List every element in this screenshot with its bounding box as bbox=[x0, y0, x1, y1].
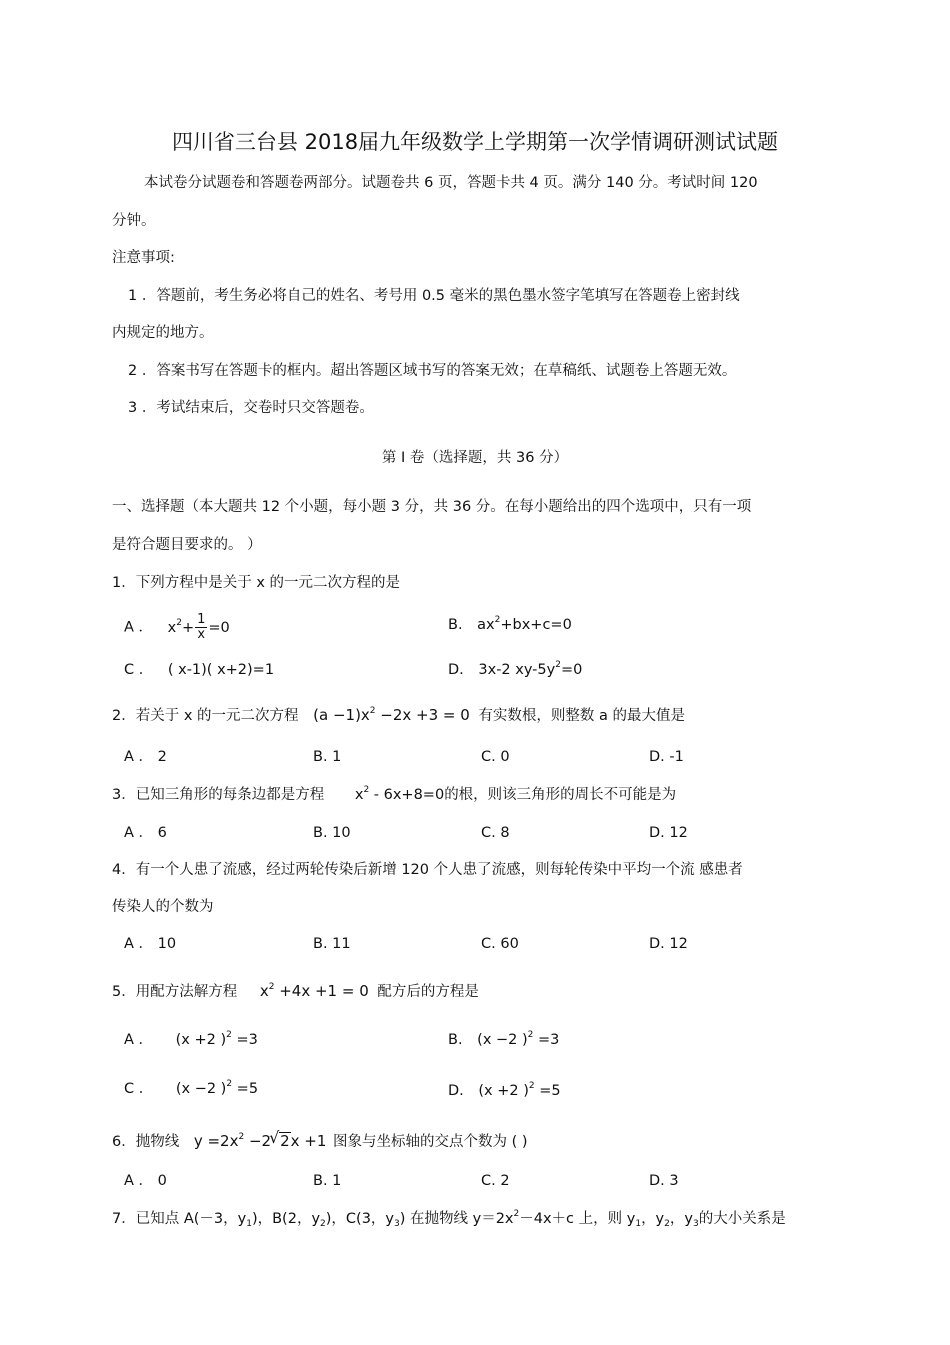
q4-option-a: A ． 10 bbox=[124, 936, 177, 952]
q2-equation bbox=[313, 706, 470, 724]
math-fragment: 图象与坐标轴的交点个数为 ( ) bbox=[333, 1134, 528, 1150]
q1-stem: 1．下列方程中是关于 x 的一元二次方程的是 bbox=[112, 575, 401, 591]
q1-option-c bbox=[124, 660, 274, 680]
q1-option-d bbox=[448, 660, 582, 680]
math-fragment: 的根，则该三角形的周长不可能是为 bbox=[444, 787, 677, 803]
math-fragment: 2 bbox=[363, 785, 370, 795]
math-fragment: x +1 bbox=[290, 1132, 327, 1150]
math-fragment: =3 bbox=[231, 1032, 258, 1048]
math-fragment: B. bbox=[448, 1032, 463, 1048]
q4-option-c: C. 60 bbox=[481, 936, 519, 952]
math-fragment: 5．用配方法解方程 bbox=[112, 984, 238, 1000]
section1-line-1: 一、选择题（本大题共 12 个小题，每小题 3 分，共 36 分。在每小题给出的四个选项中，只有一项 bbox=[112, 499, 752, 515]
q3-option-b: B. 10 bbox=[313, 825, 351, 841]
math-fragment: 3 bbox=[394, 1219, 400, 1229]
intro-line-1: 本试卷分试题卷和答题卷两部分。试题卷共 6 页，答题卡共 4 页。满分 140 分。考试时间 120 bbox=[144, 175, 758, 191]
math-fragment: 2 bbox=[528, 1081, 535, 1091]
q1-a-eq bbox=[167, 612, 230, 642]
q3-option-a: A ． 6 bbox=[124, 825, 167, 841]
math-fragment: 6．抛物线 bbox=[112, 1134, 180, 1150]
math-expression bbox=[478, 1083, 560, 1099]
math-fragment: 1 bbox=[246, 1219, 252, 1229]
math-fragment: y =2x bbox=[193, 1132, 239, 1150]
math-fragment: +bx+c=0 bbox=[500, 617, 572, 633]
math-expression bbox=[477, 617, 572, 633]
math-expression bbox=[195, 613, 207, 642]
math-fragment: x bbox=[197, 627, 206, 642]
math-fragment: )，C(3，y bbox=[325, 1211, 395, 1227]
q4-line-2: 传染人的个数为 bbox=[112, 899, 214, 915]
math-fragment: 2 bbox=[238, 1132, 245, 1142]
math-fragment: 2 bbox=[369, 706, 376, 716]
math-fragment: (x −2 ) bbox=[175, 1081, 227, 1097]
math-fragment: 2 bbox=[664, 1219, 670, 1229]
math-fragment: 1 bbox=[635, 1219, 642, 1229]
part1-heading: 第 I 卷（选择题，共 36 分） bbox=[381, 450, 569, 466]
q6-option-b: B. 1 bbox=[313, 1173, 342, 1189]
q6-option-c: C. 2 bbox=[481, 1173, 510, 1189]
math-fragment: x bbox=[354, 787, 364, 803]
math-fragment: 1 bbox=[197, 612, 206, 627]
math-fragment: x bbox=[167, 619, 177, 636]
math-fragment: 3x-2 xy-5y bbox=[478, 662, 556, 678]
q4-option-d: D. 12 bbox=[649, 936, 688, 952]
math-fragment: 2 bbox=[226, 1030, 232, 1040]
q5-stem bbox=[112, 981, 479, 1002]
q6-option-a: A ． 0 bbox=[124, 1173, 167, 1189]
math-fragment: (x +2 ) bbox=[478, 1083, 529, 1099]
math-fragment: 2 bbox=[268, 982, 275, 992]
q5-equation bbox=[260, 982, 369, 1000]
math-fragment: 2 bbox=[494, 615, 501, 625]
notice-heading: 注意事项: bbox=[112, 250, 175, 266]
q3-option-c: C. 8 bbox=[481, 825, 510, 841]
math-fragment: 的大小关系是 bbox=[698, 1211, 786, 1227]
q2-option-d: D. -1 bbox=[649, 749, 684, 765]
math-fragment: (a −1)x bbox=[313, 706, 370, 724]
q2-option-a: A ． 2 bbox=[124, 749, 167, 765]
math-fragment: 2 bbox=[527, 1030, 534, 1040]
math-fragment: ax bbox=[477, 617, 495, 633]
math-fragment: ) 在抛物线 y＝2x bbox=[399, 1211, 514, 1227]
q1-a-label: A ． bbox=[124, 619, 154, 636]
math-fragment: 7．已知点 A(－3，y bbox=[112, 1211, 247, 1227]
math-fragment: x bbox=[259, 982, 269, 1000]
intro-line-2: 分钟。 bbox=[112, 213, 156, 229]
math-fragment: C ． bbox=[124, 662, 154, 678]
math-fragment: 有实数根，则整数 a 的最大值是 bbox=[478, 708, 686, 724]
math-fragment: D. bbox=[448, 662, 464, 678]
q1-option-b bbox=[448, 615, 572, 635]
math-fragment: D. bbox=[448, 1083, 464, 1099]
section1-line-2: 是符合题目要求的。 ） bbox=[112, 537, 262, 553]
math-fragment: + bbox=[181, 619, 195, 636]
math-fragment: ，y bbox=[641, 1211, 665, 1227]
q6-equation bbox=[194, 1132, 327, 1150]
math-fragment: =5 bbox=[232, 1081, 259, 1097]
math-fragment: 2 bbox=[513, 1209, 520, 1219]
math-fragment: - 6x+8=0 bbox=[369, 787, 445, 803]
math-fragment: 3 bbox=[692, 1219, 699, 1229]
q7-stem bbox=[112, 1209, 786, 1229]
math-fragment: 2 bbox=[555, 660, 561, 670]
q5-option-d bbox=[448, 1081, 561, 1101]
math-fragment: A ． bbox=[124, 1032, 154, 1048]
q2-option-c: C. 0 bbox=[481, 749, 510, 765]
q3-equation bbox=[355, 787, 444, 803]
math-fragment: (x +2 ) bbox=[175, 1032, 227, 1048]
q4-line-1: 4．有一个人患了流感，经过两轮传染后新增 120 个人患了流感，则每轮传染中平均一个流 感患者 bbox=[112, 862, 743, 878]
math-fragment: ( x-1)( x+2)=1 bbox=[167, 662, 275, 678]
q3-stem bbox=[112, 785, 676, 805]
math-fragment: 2 bbox=[176, 617, 182, 628]
notice-item-3: 3 ．考试结束后，交卷时只交答题卷。 bbox=[128, 400, 374, 416]
math-fragment: C ． bbox=[124, 1081, 154, 1097]
q3-option-d: D. 12 bbox=[649, 825, 688, 841]
math-fragment: −2x +3 = 0 bbox=[375, 706, 470, 724]
math-fragment: 2 bbox=[320, 1219, 326, 1229]
q5-option-b bbox=[448, 1030, 559, 1050]
math-fragment: (x −2 ) bbox=[477, 1032, 528, 1048]
math-fragment: )，B(2，y bbox=[251, 1211, 321, 1227]
q2-stem bbox=[112, 705, 685, 726]
math-fragment: =5 bbox=[534, 1083, 561, 1099]
notice-item-1-cont: 内规定的地方。 bbox=[112, 325, 214, 341]
math-expression bbox=[176, 1032, 258, 1048]
math-fragment: −2 bbox=[244, 1132, 272, 1150]
math-expression bbox=[477, 1032, 559, 1048]
page-title: 四川省三台县 2018届九年级数学上学期第一次学情调研测试试题 bbox=[171, 130, 779, 154]
math-fragment: =0 bbox=[208, 619, 230, 636]
q1-option-a bbox=[124, 613, 230, 642]
q4-option-b: B. 11 bbox=[313, 936, 351, 952]
math-fragment: －4x＋c 上，则 y bbox=[519, 1211, 636, 1227]
math-fragment: 2 bbox=[226, 1079, 233, 1089]
notice-item-1: 1 ．答题前，考生务必将自己的姓名、考号用 0.5 毫米的黑色墨水签字笔填写在答题卷上密封线 bbox=[128, 288, 740, 304]
math-expression bbox=[176, 1081, 258, 1097]
q5-option-c bbox=[124, 1079, 258, 1099]
math-fragment: =0 bbox=[560, 662, 583, 678]
math-fragment: B. bbox=[448, 617, 463, 633]
math-fragment: ，y bbox=[669, 1211, 693, 1227]
math-fragment: =3 bbox=[533, 1032, 560, 1048]
q6-stem bbox=[112, 1131, 528, 1152]
math-fragment: 配方后的方程是 bbox=[377, 984, 479, 1000]
q5-option-a bbox=[124, 1030, 258, 1050]
q6-option-d: D. 3 bbox=[649, 1173, 679, 1189]
notice-item-2: 2 ．答案书写在答题卡的框内。超出答题区域书写的答案无效；在草稿纸、试题卷上答题无效。 bbox=[128, 363, 737, 379]
math-fragment: 3．已知三角形的每条边都是方程 bbox=[112, 787, 325, 803]
math-expression bbox=[478, 662, 582, 678]
math-fragment: √ 2 bbox=[279, 1132, 291, 1149]
math-fragment: +4x +1 = 0 bbox=[274, 982, 369, 1000]
math-fragment: 2．若关于 x 的一元二次方程 bbox=[112, 708, 299, 724]
q2-option-b: B. 1 bbox=[313, 749, 342, 765]
